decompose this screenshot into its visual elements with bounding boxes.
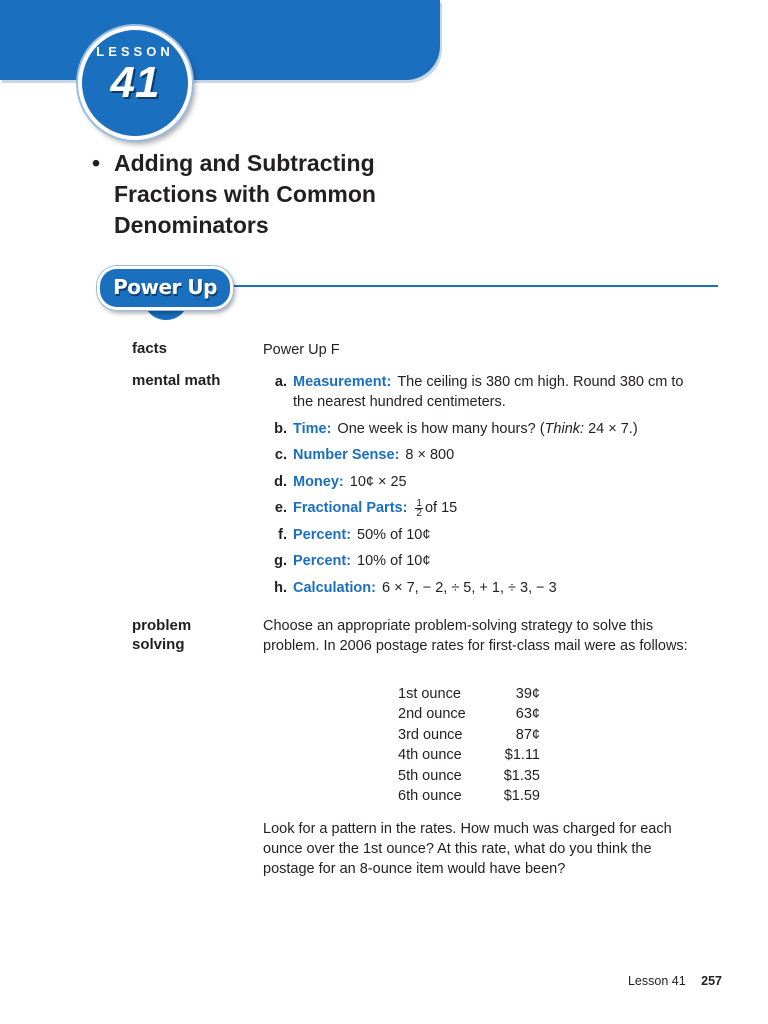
- list-item: [263, 372, 703, 412]
- item-text: 50% of 10¢: [357, 526, 431, 543]
- item-letter: a.: [274, 374, 287, 390]
- power-up-rule: [228, 285, 718, 287]
- item-letter: d.: [274, 473, 287, 490]
- list-item: [263, 445, 703, 465]
- item-category: Percent:: [293, 526, 352, 543]
- rate-ounce: 2nd ounce: [398, 706, 466, 723]
- table-row: [398, 686, 548, 706]
- problem-question: Look for a pattern in the rates. How much was charged for each ounce over the 1st ounce? At this rate, what do you think the postage for an 8-ounce item would have been?: [263, 821, 672, 877]
- table-row: [398, 768, 548, 788]
- title-text: Adding and Subtracting Fractions with Common Denominators: [114, 150, 376, 238]
- facts-value: Power Up F: [263, 342, 340, 358]
- item-letter: g.: [274, 553, 287, 569]
- table-row: [398, 788, 548, 808]
- item-letter: c.: [274, 447, 287, 463]
- item-text-italic: Think:: [544, 420, 585, 437]
- fraction: [415, 499, 423, 518]
- item-category: Money:: [293, 473, 344, 490]
- lesson-number: 41: [110, 58, 160, 107]
- item-text: 10¢ × 25: [349, 473, 407, 490]
- item-text-pre: One week is how many hours? (: [337, 420, 545, 437]
- power-up-banner: [97, 266, 233, 310]
- item-category: Percent:: [293, 553, 352, 569]
- fraction-denominator: 2: [416, 507, 422, 519]
- lesson-label: LESSON: [96, 44, 174, 59]
- rate-value: 87¢: [515, 726, 540, 743]
- item-category: Measurement:: [293, 374, 392, 390]
- list-item: [263, 578, 703, 598]
- list-item: [263, 525, 703, 545]
- item-text: The ceiling is 380 cm high. Round 380 cm to the nearest hundred centimeters.: [293, 374, 684, 410]
- table-row: [398, 727, 548, 747]
- rate-ounce: 1st ounce: [398, 686, 461, 702]
- rate-ounce: 5th ounce: [398, 767, 462, 784]
- item-text: 8 × 800: [405, 447, 455, 463]
- item-category: Calculation:: [293, 579, 376, 596]
- list-item: [263, 498, 703, 518]
- rate-value: $1.35: [503, 767, 540, 784]
- page-footer: [628, 974, 722, 988]
- item-category: Fractional Parts:: [293, 500, 408, 516]
- fraction-numerator: 1: [416, 497, 422, 509]
- list-item: [263, 551, 703, 571]
- mental-math-label: mental math: [132, 372, 221, 389]
- postage-rates-table: [398, 686, 548, 808]
- rate-ounce: 6th ounce: [398, 787, 462, 804]
- mental-math-list: [263, 372, 703, 604]
- table-row: [398, 747, 548, 767]
- rate-value: 63¢: [515, 706, 540, 723]
- item-letter: e.: [274, 500, 287, 516]
- lesson-badge: [78, 26, 192, 140]
- item-category: Time:: [293, 420, 332, 437]
- power-up-label: Power Up: [113, 275, 217, 299]
- rate-value: $1.11: [504, 747, 540, 764]
- rate-ounce: 3rd ounce: [398, 726, 463, 743]
- rate-ounce: 4th ounce: [398, 747, 462, 764]
- item-category: Number Sense:: [293, 447, 400, 463]
- problem-solving-label: problem solving: [132, 617, 192, 653]
- item-letter: h.: [274, 579, 287, 596]
- lesson-title: [92, 148, 452, 241]
- page-number: 257: [701, 974, 722, 988]
- item-text-post: 24 × 7.): [584, 420, 638, 437]
- header-band: [0, 0, 440, 80]
- item-text: of 15: [424, 500, 458, 516]
- list-item: [263, 472, 703, 492]
- item-text: 10% of 10¢: [357, 553, 431, 569]
- item-letter: b.: [274, 420, 287, 437]
- rate-value: 39¢: [515, 686, 540, 702]
- item-letter: f.: [278, 526, 287, 543]
- table-row: [398, 706, 548, 726]
- problem-intro: Choose an appropriate problem-solving strategy to solve this problem. In 2006 postage rates for first-class mail were as follows:: [263, 618, 688, 654]
- facts-label: facts: [132, 340, 168, 357]
- footer-lesson: Lesson 41: [627, 974, 686, 988]
- list-item: [263, 419, 703, 439]
- rate-value: $1.59: [503, 787, 540, 804]
- title-bullet: •: [92, 150, 101, 176]
- item-text: 6 × 7, − 2, ÷ 5, + 1, ÷ 3, − 3: [381, 579, 557, 596]
